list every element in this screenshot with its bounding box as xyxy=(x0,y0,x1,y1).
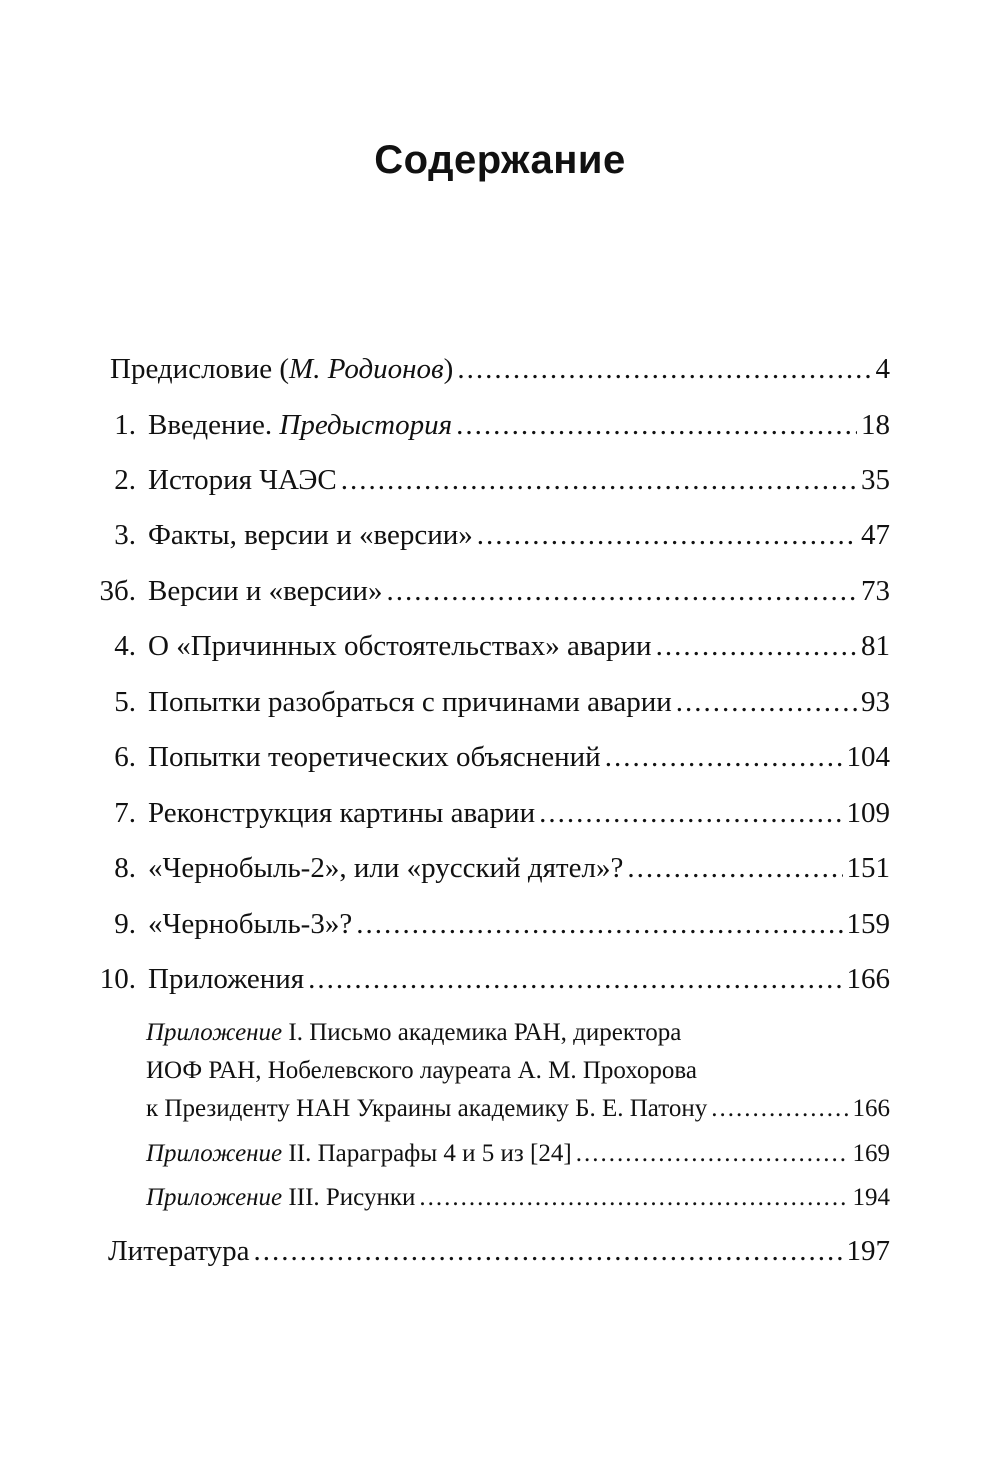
toc-entry-title: Попытки теоретических объяснений xyxy=(148,741,601,773)
dot-leader xyxy=(341,463,857,497)
page-number: 159 xyxy=(846,908,890,940)
toc-entry-title: История ЧАЭС xyxy=(148,464,337,496)
chapter-number: 1. xyxy=(114,409,136,441)
toc-entry-title: «Чернобыль-3»? xyxy=(148,908,353,940)
appendix-line: к Президенту НАН Украины академику Б. Е. Патону ..... 166 xyxy=(146,1094,890,1124)
page-number: 151 xyxy=(846,852,890,884)
page-number: 18 xyxy=(861,409,890,441)
dot-leader xyxy=(711,1094,848,1124)
toc-entry-preface[interactable] xyxy=(110,352,890,386)
toc-entry-title: Приложение III. Рисунки xyxy=(146,1184,416,1211)
toc-entry-title: Попытки разобраться с причинами аварии xyxy=(148,686,672,718)
appendix-label: Приложение xyxy=(146,1140,283,1167)
dot-leader xyxy=(308,962,842,996)
page-number: 4 xyxy=(875,353,890,385)
chapter-number: 4. xyxy=(114,630,136,662)
dot-leader xyxy=(356,907,842,941)
toc-entry-title: Версии и «версии» xyxy=(148,575,383,607)
dot-leader xyxy=(419,1183,848,1213)
appendix-label: Приложение xyxy=(146,1184,283,1211)
chapter-number: 9. xyxy=(114,908,136,940)
dot-leader xyxy=(576,1139,849,1169)
chapter-number: 10. xyxy=(99,963,136,995)
page-number: 104 xyxy=(846,741,890,773)
toc-entry-title: Приложения xyxy=(148,963,305,995)
page-number: 197 xyxy=(846,1235,890,1267)
dot-leader xyxy=(386,574,857,608)
toc-entry-title: Литература xyxy=(108,1235,250,1267)
toc-entry-3[interactable] xyxy=(100,518,890,552)
toc-entry-literature[interactable] xyxy=(108,1234,890,1268)
toc-entry-title: Введение. Предыстория xyxy=(148,409,453,441)
toc-entry-6[interactable] xyxy=(100,740,890,774)
appendix-line: Приложение I. Письмо академика РАН, директора xyxy=(146,1019,682,1046)
chapter-number: 6. xyxy=(114,741,136,773)
toc-entry-10[interactable] xyxy=(90,962,890,996)
toc-entry-title: Реконструкция картины аварии xyxy=(148,797,536,829)
chapter-number: 3. xyxy=(114,519,136,551)
page-number: 93 xyxy=(861,686,890,718)
dot-leader xyxy=(605,740,843,774)
toc-entry-7[interactable] xyxy=(100,796,890,830)
page-number: 47 xyxy=(861,519,890,551)
dot-leader xyxy=(627,851,842,885)
toc-entry-5[interactable] xyxy=(100,685,890,719)
dot-leader xyxy=(457,352,871,386)
page-number: 73 xyxy=(861,575,890,607)
dot-leader xyxy=(676,685,857,719)
page-number: 109 xyxy=(846,797,890,829)
page-number: 81 xyxy=(861,630,890,662)
toc-appendix-3[interactable] xyxy=(146,1183,890,1213)
toc-entry-2[interactable] xyxy=(100,463,890,497)
toc-entry-3b[interactable] xyxy=(90,574,890,608)
page-number: 194 xyxy=(852,1184,890,1211)
toc-entry-title: Факты, версии и «версии» xyxy=(148,519,473,551)
chapter-number: 7. xyxy=(114,797,136,829)
toc-appendix-2[interactable] xyxy=(146,1139,890,1169)
page-number: 169 xyxy=(852,1140,890,1167)
dot-leader xyxy=(477,518,857,552)
dot-leader xyxy=(656,629,857,663)
dot-leader xyxy=(539,796,842,830)
toc-entry-title: О «Причинных обстоятельствах» аварии xyxy=(148,630,652,662)
appendix-label: Приложение xyxy=(146,1019,283,1046)
toc-entry-title: Приложение II. Параграфы 4 и 5 из [24] xyxy=(146,1140,572,1167)
toc-entry-9[interactable] xyxy=(100,907,890,941)
page-title: Содержание xyxy=(374,138,626,182)
toc-entry-title: Предисловие (М. Родионов) xyxy=(110,353,454,385)
toc-entry-title: «Чернобыль-2», или «русский дятел»? xyxy=(148,852,624,884)
appendix-line: ИОФ РАН, Нобелевского лауреата А. М. Прохорова xyxy=(146,1057,697,1084)
chapter-number: 3б. xyxy=(99,575,136,607)
dot-leader xyxy=(456,408,857,442)
dot-leader xyxy=(254,1234,843,1268)
chapter-number: 2. xyxy=(114,464,136,496)
chapter-number: 5. xyxy=(114,686,136,718)
chapter-number: 8. xyxy=(114,852,136,884)
toc-entry-4[interactable] xyxy=(100,629,890,663)
page-number: 35 xyxy=(861,464,890,496)
toc-entry-8[interactable] xyxy=(100,851,890,885)
page-number: 166 xyxy=(852,1095,890,1122)
toc-entry-1[interactable] xyxy=(100,408,890,442)
page-number: 166 xyxy=(846,963,890,995)
